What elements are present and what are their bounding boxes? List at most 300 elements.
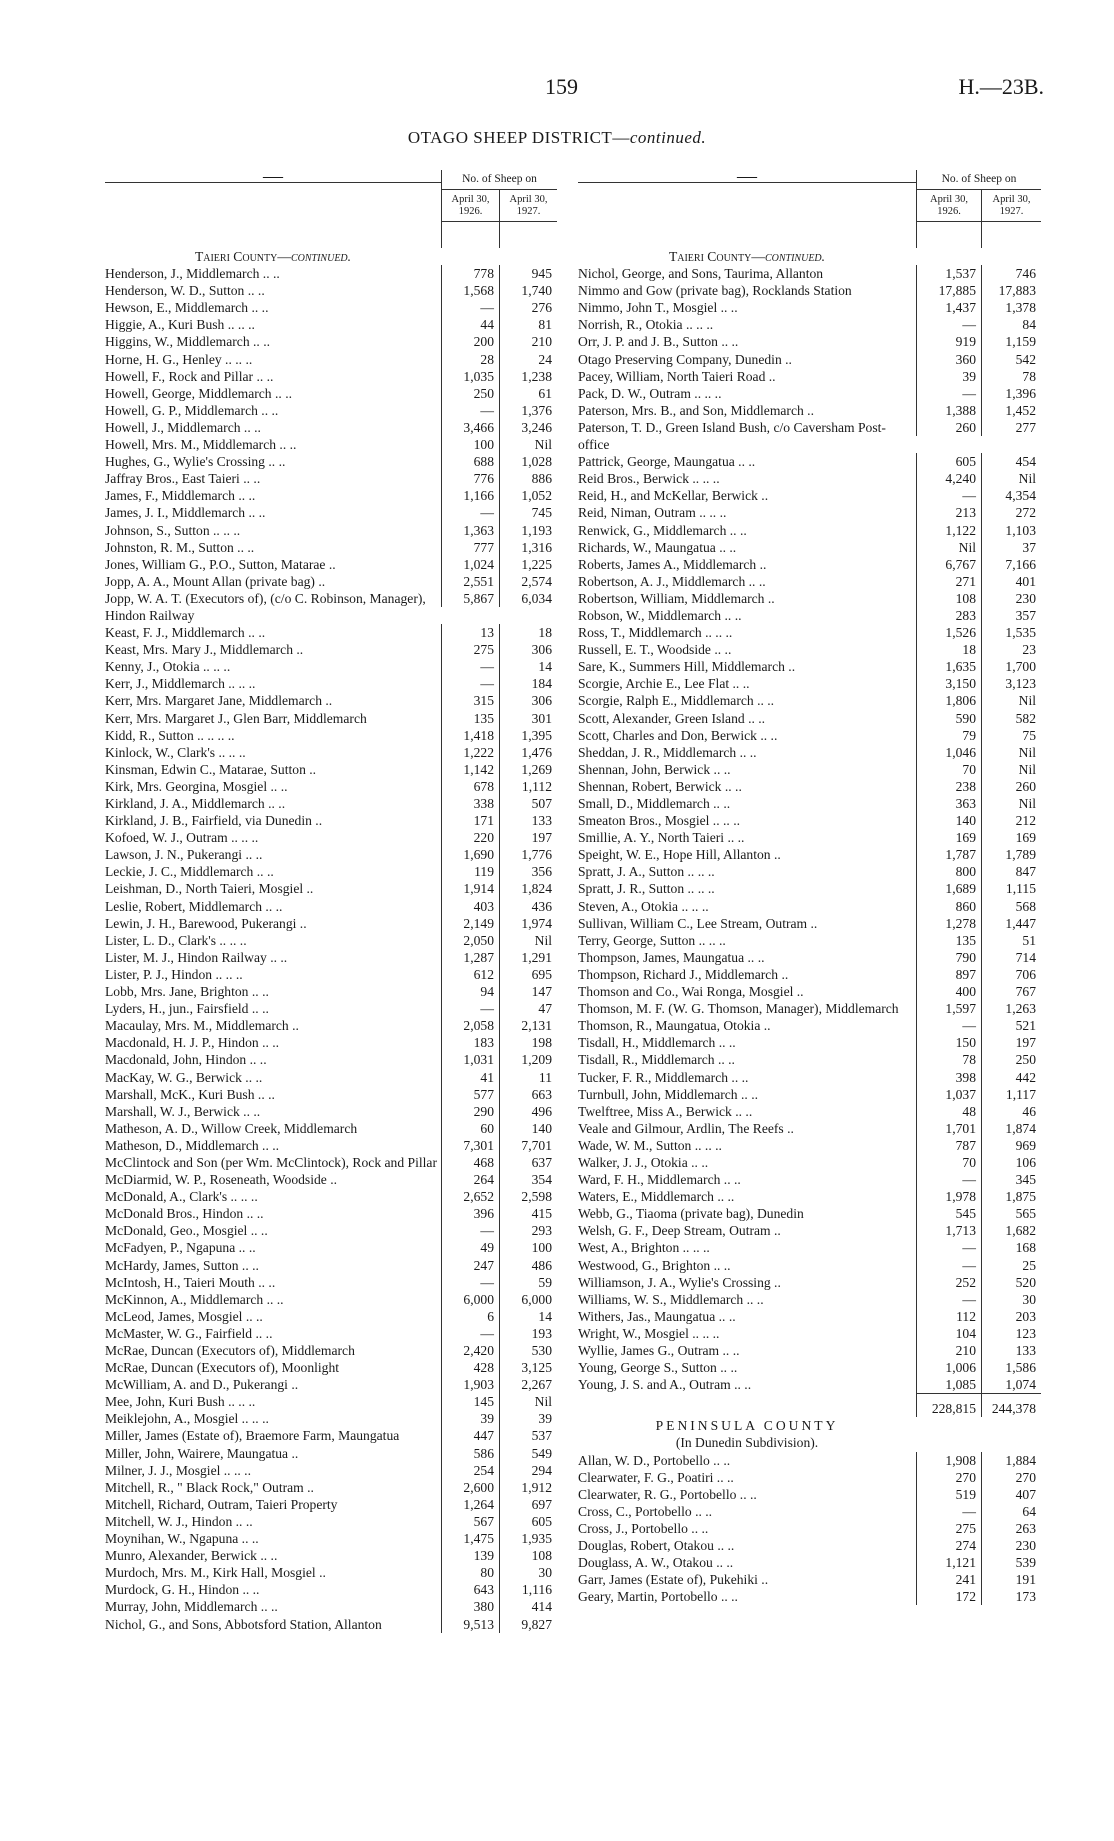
sheep-1927: 59 (499, 1274, 557, 1291)
sheep-1926: 1,121 (916, 1554, 981, 1571)
sheep-1926: 1,046 (916, 744, 981, 761)
sheep-1926: — (441, 504, 499, 521)
sheep-1926: 13 (441, 624, 499, 641)
sheep-1927: 1,112 (499, 778, 557, 795)
owner-name: Horne, H. G., Henley .. .. .. (105, 351, 253, 367)
owner-name: Scott, Alexander, Green Island .. .. (578, 710, 766, 726)
owner-name: Leslie, Robert, Middlemarch .. .. (105, 898, 283, 914)
sheep-1927: 1,875 (981, 1188, 1041, 1205)
owner-name: Kirkland, J. B., Fairfield, via Dunedin .. (105, 813, 323, 829)
owner-name: Withers, Jas., Maungatua .. .. (578, 1308, 736, 1324)
page-number: 159 (545, 74, 578, 99)
owner-name: Geary, Martin, Portobello .. .. (578, 1589, 738, 1605)
sheep-1927: 140 (499, 1120, 557, 1137)
owner-name: McMaster, W. G., Fairfield .. .. (105, 1325, 273, 1341)
page-title: OTAGO SHEEP DISTRICT—continued. (407, 128, 707, 147)
owner-name: Roberts, James A., Middlemarch .. (578, 556, 767, 572)
sheep-1927: 530 (499, 1342, 557, 1359)
sheep-1926: 1,085 (916, 1376, 981, 1393)
owner-name: Spratt, J. R., Sutton .. .. .. (578, 881, 715, 897)
sheep-1927: 886 (499, 470, 557, 487)
owner-name: McWilliam, A. and D., Pukerangi .. (105, 1377, 299, 1393)
sheep-1927: 1,682 (981, 1222, 1041, 1239)
owner-name: Howell, F., Rock and Pillar .. .. (105, 368, 274, 384)
sheep-1927: 565 (981, 1205, 1041, 1222)
owner-name: Ward, F. H., Middlemarch .. .. (578, 1172, 741, 1188)
sheep-1926: 41 (441, 1069, 499, 1086)
sheep-1927: 496 (499, 1103, 557, 1120)
sheep-1926: 169 (916, 829, 981, 846)
sheep-1927: 697 (499, 1496, 557, 1513)
owner-name: Wyllie, James G., Outram .. .. (578, 1343, 740, 1358)
owner-name: Cross, J., Portobello .. .. (578, 1520, 709, 1536)
sheep-1926: 363 (916, 795, 981, 812)
sheep-1927: Nil (981, 761, 1041, 778)
owner-name: Williamson, J. A., Wylie's Crossing .. (578, 1274, 781, 1290)
owner-name: Mitchell, W. J., Hindon .. .. (105, 1513, 253, 1529)
sheep-1926: 183 (441, 1034, 499, 1051)
sheep-1927: 520 (981, 1274, 1041, 1291)
sheep-1926: 220 (441, 829, 499, 846)
sheep-1926: 919 (916, 333, 981, 350)
sheep-1926: — (441, 1325, 499, 1342)
sheep-1927: 539 (981, 1554, 1041, 1571)
total-1926: 228,815 (916, 1393, 981, 1417)
sheep-1927: 1,316 (499, 539, 557, 556)
owner-name: McFadyen, P., Ngapuna .. .. (105, 1240, 256, 1256)
sheep-1927: 133 (499, 812, 557, 829)
sheep-1927: 3,123 (981, 675, 1041, 692)
sheep-1927: 168 (981, 1239, 1041, 1256)
sheep-1927: 133 (981, 1342, 1041, 1359)
sheep-1926: 447 (441, 1427, 499, 1444)
sheep-1926: 787 (916, 1137, 981, 1154)
sheep-1926: 403 (441, 898, 499, 915)
owner-name: Higgins, W., Middlemarch .. .. (105, 334, 271, 350)
owner-name: Macaulay, Mrs. M., Middlemarch .. (105, 1018, 299, 1034)
owner-name: Douglas, Robert, Otakou .. .. (578, 1538, 735, 1554)
sheep-1926: 39 (441, 1410, 499, 1427)
sheep-1926: — (441, 658, 499, 675)
sheep-1927: 4,354 (981, 487, 1041, 504)
sheep-1927: 436 (499, 898, 557, 915)
sheep-1926: 1,526 (916, 624, 981, 641)
sheep-1926: 112 (916, 1308, 981, 1325)
owner-name: Kerr, Mrs. Margaret Jane, Middlemarch .. (105, 693, 333, 709)
sheep-1926: 545 (916, 1205, 981, 1222)
owner-name: Smillie, A. Y., North Taieri .. .. (578, 830, 745, 846)
sheep-1927: 1,884 (981, 1452, 1041, 1469)
sheep-1926: 3,466 (441, 419, 499, 436)
sheep-1927: 1,935 (499, 1530, 557, 1547)
owner-name: Paterson, Mrs. B., and Son, Middlemarch .. (578, 402, 814, 418)
sheep-1926: 94 (441, 983, 499, 1000)
owner-name: Miller, John, Wairere, Maungatua .. (105, 1445, 299, 1461)
left-table (105, 165, 557, 1633)
sheep-1927: 1,115 (981, 880, 1041, 897)
sheep-1927: 24 (499, 351, 557, 368)
owner-name: Kinlock, W., Clark's .. .. .. (105, 744, 246, 760)
sheep-1927: 1,874 (981, 1120, 1041, 1137)
sheep-1926: — (441, 299, 499, 316)
sheep-1927: 1,209 (499, 1051, 557, 1068)
sheep-1927: 7,166 (981, 556, 1041, 573)
sheep-1927: 100 (499, 1239, 557, 1256)
sheep-1926: 605 (916, 453, 981, 470)
owner-name: Russell, E. T., Woodside .. .. (578, 642, 732, 658)
sheep-1926: 108 (916, 590, 981, 607)
sheep-1927: 123 (981, 1325, 1041, 1342)
sheep-1927: 1,225 (499, 556, 557, 573)
sheep-1927: 47 (499, 1000, 557, 1017)
sheep-1926: — (916, 1503, 981, 1520)
owner-name: Kenny, J., Otokia .. .. .. (105, 659, 231, 675)
sheep-1926: 1,597 (916, 1000, 981, 1017)
sheep-1926: 260 (916, 419, 981, 436)
sheep-1926: 264 (441, 1171, 499, 1188)
owner-name: Shennan, John, Berwick .. .. (578, 761, 731, 777)
sheep-1926: — (916, 1017, 981, 1034)
sheep-1926: 275 (441, 641, 499, 658)
owner-name: Mitchell, Richard, Outram, Taieri Property (105, 1496, 338, 1512)
sheep-1926: 39 (916, 368, 981, 385)
sheep-1926: 238 (916, 778, 981, 795)
owner-name: Shennan, Robert, Berwick .. .. (578, 778, 742, 794)
sheep-1926: 247 (441, 1257, 499, 1274)
sheep-1927: 1,052 (499, 487, 557, 504)
sheep-1926: 9,513 (441, 1616, 499, 1633)
sheep-1926: 78 (916, 1051, 981, 1068)
sheep-1926: 790 (916, 949, 981, 966)
sheep-1927: 1,238 (499, 368, 557, 385)
sheep-1927: 173 (981, 1588, 1041, 1605)
sheep-1927: 78 (981, 368, 1041, 385)
sheep-1926: — (441, 1000, 499, 1017)
sheep-1927: 6,000 (499, 1291, 557, 1308)
sheep-1927: 1,476 (499, 744, 557, 761)
sheep-1926: 519 (916, 1486, 981, 1503)
sheep-1926: 28 (441, 351, 499, 368)
sheep-1926: 1,806 (916, 692, 981, 709)
sheep-1927: 191 (981, 1571, 1041, 1588)
owner-name: Marshall, McK., Kuri Bush .. .. (105, 1086, 275, 1102)
owner-name: Reid, H., and McKellar, Berwick .. (578, 488, 769, 504)
owner-name: Thompson, James, Maungatua .. .. (578, 949, 765, 965)
header-year-1926: April 30, 1926. (441, 190, 499, 222)
owner-name: Smeaton Bros., Mosgiel .. .. .. (578, 813, 740, 829)
sheep-1927: 3,125 (499, 1359, 557, 1376)
sheep-1927: 2,267 (499, 1376, 557, 1393)
sheep-1927: 695 (499, 966, 557, 983)
owner-name: Waters, E., Middlemarch .. .. (578, 1189, 735, 1205)
sheep-1927: 30 (981, 1291, 1041, 1308)
owner-name: Ross, T., Middlemarch .. .. .. (578, 625, 733, 641)
sheep-1927: 582 (981, 710, 1041, 727)
sheep-1926: 1,437 (916, 299, 981, 316)
sheep-1927: 6,034 (499, 590, 557, 607)
sheep-1926: 590 (916, 710, 981, 727)
owner-name: Sullivan, William C., Lee Stream, Outram .. (578, 915, 818, 931)
owner-name: Howell, Mrs. M., Middlemarch .. .. (105, 437, 297, 453)
sheep-1926: — (916, 1171, 981, 1188)
owner-name: Tisdall, H., Middlemarch .. .. (578, 1035, 736, 1051)
owner-name: Reid, Niman, Outram .. .. .. (578, 505, 727, 521)
owner-name: Macdonald, John, Hindon .. .. (105, 1052, 267, 1068)
owner-name: Mitchell, R., " Black Rock," Outram .. (105, 1479, 314, 1495)
sheep-1927: 415 (499, 1205, 557, 1222)
sheep-1926: 338 (441, 795, 499, 812)
sheep-1926: 897 (916, 966, 981, 983)
owner-name: Henderson, J., Middlemarch .. .. (105, 266, 280, 282)
sheep-1926: 1,418 (441, 727, 499, 744)
sheep-1927: 2,574 (499, 573, 557, 590)
sheep-1927: 277 (981, 419, 1041, 436)
owner-name: Nimmo and Gow (private bag), Rocklands Station (578, 283, 852, 299)
sheep-1927: 250 (981, 1051, 1041, 1068)
owner-name: McKinnon, A., Middlemarch .. .. (105, 1291, 284, 1307)
sheep-1927: 357 (981, 607, 1041, 624)
sheep-1927: 46 (981, 1103, 1041, 1120)
section-heading (578, 248, 916, 265)
sheep-1926: — (916, 1239, 981, 1256)
sheep-1926: 6 (441, 1308, 499, 1325)
sheep-1926: 290 (441, 1103, 499, 1120)
owner-name: Macdonald, H. J. P., Hindon .. .. (105, 1035, 280, 1051)
sheep-1927: 3,246 (499, 419, 557, 436)
sheep-1926: 860 (916, 898, 981, 915)
header-year-1927: April 30, 1927. (499, 190, 557, 222)
owner-name: Hewson, E., Middlemarch .. .. (105, 300, 269, 316)
owner-name: Robson, W., Middlemarch .. .. (578, 607, 742, 623)
header-spacer (981, 222, 1041, 248)
sheep-1926: 140 (916, 812, 981, 829)
sheep-1927: 1,376 (499, 402, 557, 419)
sheep-1926: Nil (916, 539, 981, 556)
sheep-1927: 486 (499, 1257, 557, 1274)
owner-name: Pack, D. W., Outram .. .. .. (578, 385, 722, 401)
owner-name: Reid Bros., Berwick .. .. .. (578, 471, 720, 487)
section-heading (105, 248, 441, 265)
sheep-1926: 1,475 (441, 1530, 499, 1547)
sheep-1926: 3,150 (916, 675, 981, 692)
sheep-1926: — (916, 316, 981, 333)
owner-name: Lister, P. J., Hindon .. .. .. (105, 966, 243, 982)
sheep-1927: 345 (981, 1171, 1041, 1188)
owner-name: Thomson, M. F. (W. G. Thomson, Manager), Middlemarch (578, 1001, 899, 1017)
owner-name: West, A., Brighton .. .. .. (578, 1240, 710, 1256)
owner-name: Scorgie, Ralph E., Middlemarch .. .. (578, 693, 775, 709)
sheep-1927: 401 (981, 573, 1041, 590)
sheep-1927: 745 (499, 504, 557, 521)
sheep-1926: 48 (916, 1103, 981, 1120)
header-year-1927: April 30, 1927. (981, 190, 1041, 222)
owner-name: Higgie, A., Kuri Bush .. .. .. (105, 317, 255, 333)
owner-name: Sare, K., Summers Hill, Middlemarch .. (578, 659, 796, 675)
sheep-1926: 1,903 (441, 1376, 499, 1393)
sheep-1927: 197 (981, 1034, 1041, 1051)
sheep-1926: 643 (441, 1581, 499, 1598)
owner-name: Murdock, G. H., Hindon .. .. (105, 1582, 260, 1598)
owner-name: Spratt, J. A., Sutton .. .. .. (578, 864, 715, 880)
sheep-1927: 847 (981, 863, 1041, 880)
sheep-1927: 1,700 (981, 658, 1041, 675)
owner-name: Turnbull, John, Middlemarch .. .. (578, 1086, 758, 1102)
sheep-1927: 414 (499, 1598, 557, 1615)
owner-name: Jaffray Bros., East Taieri .. .. (105, 471, 261, 487)
owner-name: Murdoch, Mrs. M., Kirk Hall, Mosgiel .. (105, 1565, 326, 1581)
owner-name: Lister, M. J., Hindon Railway .. .. (105, 949, 288, 965)
sheep-1926: 1,035 (441, 368, 499, 385)
owner-name: Speight, W. E., Hope Hill, Allanton .. (578, 847, 781, 863)
header-spacer (441, 222, 499, 248)
sheep-1927: 1,535 (981, 624, 1041, 641)
sheep-1926: 283 (916, 607, 981, 624)
sheep-1926: — (916, 1291, 981, 1308)
owner-name: Keast, F. J., Middlemarch .. .. (105, 625, 266, 641)
owner-name: James, J. I., Middlemarch .. .. (105, 505, 266, 521)
right-column (578, 165, 1048, 1605)
owner-name: Robertson, William, Middlemarch .. (578, 590, 775, 606)
owner-name: Kirkland, J. A., Middlemarch .. .. (105, 796, 286, 811)
sheep-1927: 537 (499, 1427, 557, 1444)
sheep-1927: 945 (499, 265, 557, 282)
sheep-1927: 1,117 (981, 1086, 1041, 1103)
sheep-1927: 23 (981, 641, 1041, 658)
owner-name: Howell, George, Middlemarch .. .. (105, 385, 292, 401)
sheep-1926: 2,420 (441, 1342, 499, 1359)
sheep-1927: 25 (981, 1257, 1041, 1274)
header-spacer (916, 222, 981, 248)
owner-name: Hughes, G., Wylie's Crossing .. .. (105, 454, 286, 470)
sheep-1927: 2,598 (499, 1188, 557, 1205)
header-spacer (578, 222, 916, 248)
sheep-1927: 1,074 (981, 1376, 1041, 1393)
sheep-1927: 169 (981, 829, 1041, 846)
owner-name: Small, D., Middlemarch .. .. (578, 796, 731, 811)
owner-name: Meiklejohn, A., Mosgiel .. .. .. (105, 1411, 269, 1427)
sheep-1926: 2,600 (441, 1479, 499, 1496)
sheep-1926: 360 (916, 351, 981, 368)
sheep-1926: — (441, 1222, 499, 1239)
owner-name: Terry, George, Sutton .. .. .. (578, 932, 726, 948)
sheep-1926: 1,006 (916, 1359, 981, 1376)
sheep-1926: 398 (916, 1069, 981, 1086)
sheep-1927: 230 (981, 590, 1041, 607)
owner-name: McRae, Duncan (Executors of), Moonlight (105, 1360, 340, 1376)
owner-name: Orr, J. P. and J. B., Sutton .. .. (578, 334, 739, 350)
owner-name: Kidd, R., Sutton .. .. .. .. (105, 727, 235, 743)
owner-name: Robertson, A. J., Middlemarch .. .. (578, 573, 766, 589)
peninsula-county-heading: PENINSULA COUNTY (655, 1418, 839, 1434)
section-continued: continued. (290, 249, 352, 264)
sheep-1926: 1,689 (916, 880, 981, 897)
sheep-1926: 241 (916, 1571, 981, 1588)
sheep-1926: 1,908 (916, 1452, 981, 1469)
sheep-1926: 1,914 (441, 880, 499, 897)
sheep-1926: 275 (916, 1520, 981, 1537)
sheep-1926: 6,000 (441, 1291, 499, 1308)
owner-name: Thomson and Co., Wai Ronga, Mosgiel .. (578, 984, 804, 1000)
owner-name: Garr, James (Estate of), Pukehiki .. (578, 1572, 769, 1588)
sheep-1927: 14 (499, 1308, 557, 1325)
owner-name: Nimmo, John T., Mosgiel .. .. (578, 300, 738, 316)
sheep-1927: 84 (981, 316, 1041, 333)
owner-name: Miller, James (Estate of), Braemore Farm, Maungatua (105, 1428, 400, 1444)
sheep-1927: Nil (499, 436, 557, 453)
sheep-1926: 1,264 (441, 1496, 499, 1513)
sheep-1927: 106 (981, 1154, 1041, 1171)
header-sheep-group: No. of Sheep on (916, 170, 1041, 190)
section-name: Taieri County— (668, 249, 765, 264)
owner-name: Nichol, George, and Sons, Taurima, Allanton (578, 266, 824, 282)
owner-name: Howell, J., Middlemarch .. .. (105, 419, 261, 435)
sheep-1927: 542 (981, 351, 1041, 368)
sheep-1927: 1,028 (499, 453, 557, 470)
sheep-1926: 252 (916, 1274, 981, 1291)
sheep-1927: Nil (499, 1393, 557, 1410)
sheep-1927: 1,396 (981, 385, 1041, 402)
owner-name: Young, J. S. and A., Outram .. .. (578, 1377, 752, 1393)
owner-name: McHardy, James, Sutton .. .. (105, 1257, 259, 1273)
sheep-1927: 442 (981, 1069, 1041, 1086)
sheep-1926: 1,713 (916, 1222, 981, 1239)
owner-name: McLeod, James, Mosgiel .. .. (105, 1308, 263, 1324)
owner-name: Veale and Gilmour, Ardlin, The Reefs .. (578, 1120, 794, 1136)
sheep-1926: 274 (916, 1537, 981, 1554)
sheep-1926: 6,767 (916, 556, 981, 573)
sheep-1926: 70 (916, 1154, 981, 1171)
sheep-1927: 193 (499, 1325, 557, 1342)
sheep-1927: 356 (499, 863, 557, 880)
sheep-1927: Nil (981, 795, 1041, 812)
owner-name: Williams, W. S., Middlemarch .. .. (578, 1291, 764, 1307)
peninsula-subdivision: (In Dunedin Subdivision). (675, 1435, 819, 1451)
sheep-1926: 776 (441, 470, 499, 487)
sheep-1926: 200 (441, 333, 499, 350)
owner-name: Milner, J. J., Mosgiel .. .. .. (105, 1462, 251, 1478)
sheep-1926: 315 (441, 692, 499, 709)
owner-name: Cross, C., Portobello .. .. (578, 1503, 713, 1519)
sheep-1926: — (916, 1257, 981, 1274)
sheep-1927: 306 (499, 641, 557, 658)
sheep-1927: 64 (981, 1503, 1041, 1520)
sheep-1926: 1,978 (916, 1188, 981, 1205)
sheep-1926: 2,149 (441, 915, 499, 932)
sheep-1926: — (441, 675, 499, 692)
sheep-1927: 147 (499, 983, 557, 1000)
owner-name: Westwood, G., Brighton .. .. (578, 1257, 731, 1273)
owner-name: Welsh, G. F., Deep Stream, Outram .. (578, 1223, 781, 1239)
header-sheep-group: No. of Sheep on (441, 170, 557, 190)
sheep-1926: 2,058 (441, 1017, 499, 1034)
sheep-1926: 800 (916, 863, 981, 880)
sheep-1927: 507 (499, 795, 557, 812)
sheep-1926: 468 (441, 1154, 499, 1171)
sheep-1927: 1,452 (981, 402, 1041, 419)
sheep-1926: 1,287 (441, 949, 499, 966)
sheep-1927: 30 (499, 1564, 557, 1581)
sheep-1927: 354 (499, 1171, 557, 1188)
owner-name: Jones, William G., P.O., Sutton, Matarae .. (105, 556, 336, 572)
sheep-1927: 549 (499, 1445, 557, 1462)
owner-name: Johnston, R. M., Sutton .. .. (105, 539, 255, 555)
owner-name: Kofoed, W. J., Outram .. .. .. (105, 830, 259, 846)
sheep-1926: 1,537 (916, 265, 981, 282)
sheep-1927: 14 (499, 658, 557, 675)
sheep-1926: 210 (916, 1342, 981, 1359)
owner-name: Lobb, Mrs. Jane, Brighton .. .. (105, 984, 269, 1000)
sheep-1927: 521 (981, 1017, 1041, 1034)
